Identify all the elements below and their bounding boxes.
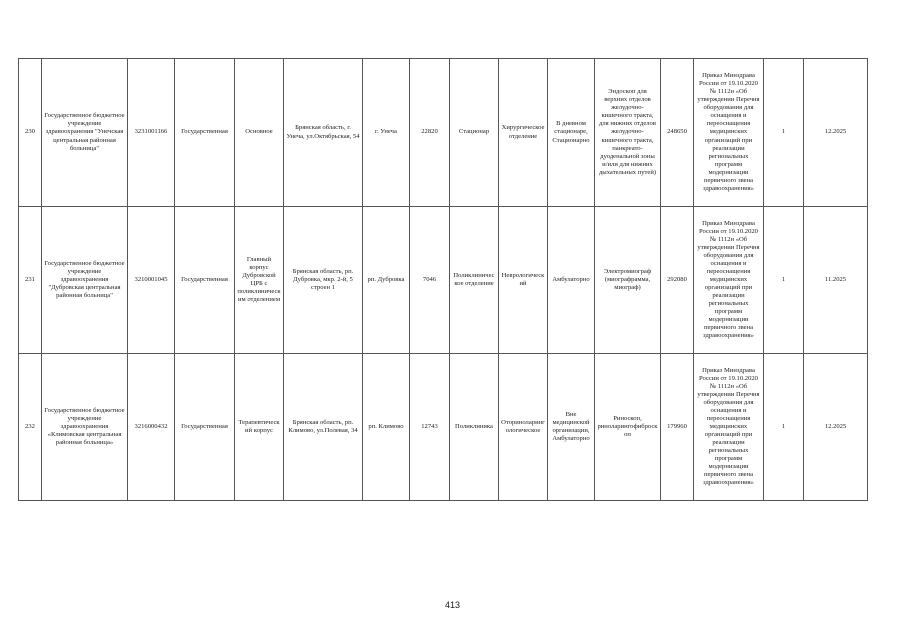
- department-cell: Оториноларингологическое: [499, 354, 548, 501]
- row-number-cell: 232: [19, 354, 42, 501]
- row-number-cell: 230: [19, 59, 42, 207]
- ownership-cell: Государственная: [175, 354, 235, 501]
- equipment-register-table: [18, 58, 868, 501]
- institution-cell: Государственное бюджетное учреждение здравоохранения "Дубровская центральная районная больница": [42, 207, 128, 354]
- cost-cell: 248650: [661, 59, 694, 207]
- cost-cell: 179960: [661, 354, 694, 501]
- building-cell: Основное: [235, 59, 284, 207]
- quantity-cell: 1: [764, 207, 804, 354]
- equipment-cell: Риноскоп, риноларингофиброскоп: [595, 354, 661, 501]
- address-cell: Брянская область, рп. Климово, ул.Полевая, 34: [284, 354, 363, 501]
- ownership-cell: Государственная: [175, 207, 235, 354]
- department-cell: Неврологический: [499, 207, 548, 354]
- table-row: [19, 207, 868, 354]
- ownership-cell: Государственная: [175, 59, 235, 207]
- address-cell: Брянская область, рп. Дубровка, мкр. 2-й, 5 строен 1: [284, 207, 363, 354]
- population-cell: 7046: [410, 207, 450, 354]
- condition-cell: Вне медицинской организации, Амбулаторно: [548, 354, 595, 501]
- date-cell: 12.2025: [804, 354, 868, 501]
- table-row: [19, 354, 868, 501]
- inn-cell: 3231001166: [128, 59, 175, 207]
- order-cell: Приказ Минздрава России от 19.10.2020 № 1112н «Об утверждении Перечня оборудования для оснащения и переоснащения медицинских организаций при реализации региональных программ модернизации первичного звена здравоохранения»: [694, 59, 764, 207]
- table-row: [19, 59, 868, 207]
- inn-cell: 3216000432: [128, 354, 175, 501]
- care-type-cell: Поликлиническое отделение: [450, 207, 499, 354]
- locality-cell: рп. Дубровка: [363, 207, 410, 354]
- order-cell: Приказ Минздрава России от 19.10.2020 № 1112н «Об утверждении Перечня оборудования для оснащения и переоснащения медицинских организаций при реализации региональных программ модернизации первичного звена здравоохранения»: [694, 354, 764, 501]
- building-cell: Главный корпус Дубровской ЦРБ с поликлиническим отделением: [235, 207, 284, 354]
- date-cell: 12.2025: [804, 59, 868, 207]
- row-number-cell: 231: [19, 207, 42, 354]
- condition-cell: Амбулаторно: [548, 207, 595, 354]
- institution-cell: Государственное бюджетное учреждение здравоохранения "Унечская центральная районная больница": [42, 59, 128, 207]
- care-type-cell: Стационар: [450, 59, 499, 207]
- quantity-cell: 1: [764, 354, 804, 501]
- page-number: 413: [444, 600, 461, 610]
- order-cell: Приказ Минздрава России от 19.10.2020 № 1112н «Об утверждении Перечня оборудования для оснащения и переоснащения медицинских организаций при реализации региональных программ модернизации первичного звена здравоохранения»: [694, 207, 764, 354]
- building-cell: Терапевтический корпус: [235, 354, 284, 501]
- locality-cell: рп. Климово: [363, 354, 410, 501]
- quantity-cell: 1: [764, 59, 804, 207]
- population-cell: 22820: [410, 59, 450, 207]
- inn-cell: 3210001045: [128, 207, 175, 354]
- cost-cell: 292080: [661, 207, 694, 354]
- department-cell: Хирургическое отделение: [499, 59, 548, 207]
- equipment-cell: Эндоскоп для верхних отделов желудочно-кишечного тракта, для нижних отделов желудочно-кишечного тракта, панкреато-дуоденальной зоны и/или для нижних дыхательных путей): [595, 59, 661, 207]
- population-cell: 12743: [410, 354, 450, 501]
- address-cell: Брянская область, г. Унеча, ул.Октябрьская, 54: [284, 59, 363, 207]
- care-type-cell: Поликлиника: [450, 354, 499, 501]
- locality-cell: г. Унеча: [363, 59, 410, 207]
- date-cell: 11.2025: [804, 207, 868, 354]
- condition-cell: В дневном стационаре, Стационарно: [548, 59, 595, 207]
- equipment-cell: Электромиограф (миографрамма, миограф): [595, 207, 661, 354]
- institution-cell: Государственное бюджетное учреждение здравоохранения «Климовская центральная районная больница»: [42, 354, 128, 501]
